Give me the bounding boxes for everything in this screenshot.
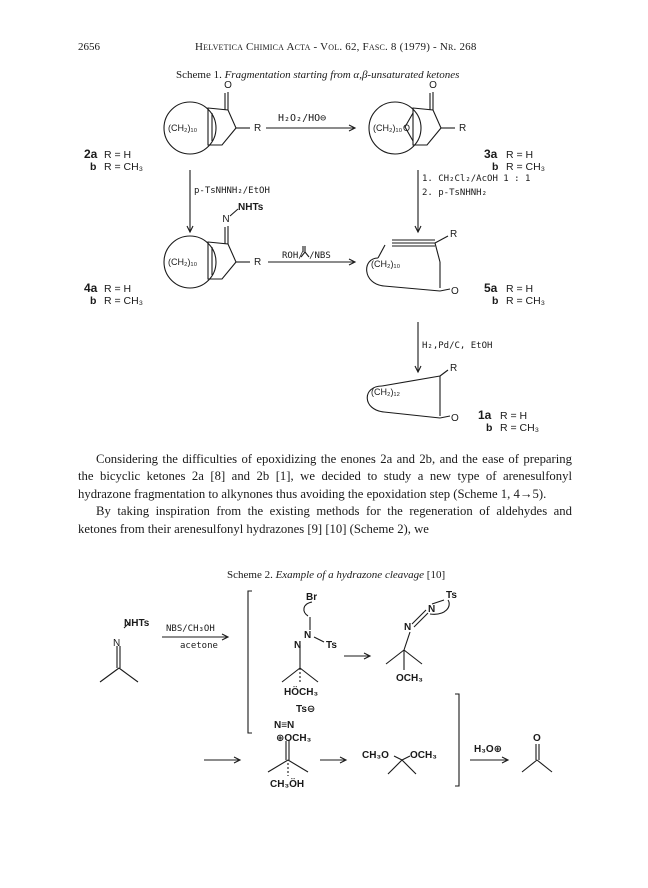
reagent-epoxide-cleave-1: 1. CH₂Cl₂/AcOH 1 : 1: [422, 174, 531, 184]
s2-reagent-acetone: acetone: [180, 641, 218, 651]
compound1-ring-label: (CH₂)₁₂: [371, 387, 401, 397]
label-5a: 5a: [484, 281, 498, 295]
compound4-n-label: N: [222, 214, 230, 225]
label-5a-r: R = H: [506, 283, 534, 295]
label-4b-r: R = CH₃: [104, 295, 143, 307]
s2-int2-ts: Ts: [446, 590, 457, 601]
scheme2-caption-prefix: Scheme 2.: [227, 569, 273, 581]
s2-bracket-left: [248, 591, 252, 733]
s2-dinitrogen: N≡N: [274, 720, 295, 731]
s2-int1-ts: Ts: [326, 640, 337, 651]
paragraph-2: By taking inspiration from the existing methods for the regeneration of aldehydes and ketones from their arenesulfonyl hydrazones [9] [10] (Scheme 2), we: [78, 504, 572, 536]
compound5-r-label: R: [450, 229, 458, 240]
label-4a-r: R = H: [104, 283, 132, 295]
label-2b-r: R = CH₃: [104, 161, 143, 173]
reagent-roh-nbs: ROH/ /NBS: [282, 251, 331, 261]
reagent-hydrogenation: H₂,Pd/C, EtOH: [422, 341, 493, 351]
s2-bracket-right: [455, 694, 459, 786]
s2-int2-n: N: [404, 622, 412, 633]
s2-reagent-nbs: NBS/CH₃OH: [166, 624, 215, 634]
compound5-ring-label: (CH₂)₁₀: [371, 259, 401, 269]
compound3-o-label: O: [429, 80, 437, 91]
s2-nhts-label: NHTs: [124, 618, 150, 629]
label-2b: b: [90, 161, 97, 173]
compound4-r-label: R: [254, 257, 262, 268]
label-1a: 1a: [478, 408, 492, 422]
scheme2-caption-ref: [10]: [426, 569, 446, 581]
compound2-ring-label: (CH₂)₁₀: [168, 123, 198, 133]
s2-h3o-label: H₃O⊕: [474, 744, 503, 755]
s2-int1-n-top: N: [304, 630, 312, 641]
s2-methanol: CH₃ÖH: [270, 779, 305, 790]
s2-int2-n-top: N: [428, 604, 436, 615]
page-number: 2656: [78, 41, 100, 53]
reagent-epoxide-cleave-2: 2. p-TsNHNH₂: [422, 188, 488, 198]
label-4b: b: [90, 295, 97, 307]
compound3-r-label: R: [459, 123, 467, 134]
s2-n-label: N: [113, 638, 121, 649]
s2-br-label: Br: [306, 592, 318, 603]
s2-ts-anion: Ts⊖: [296, 704, 316, 715]
s2-int2-och3: OCH₃: [396, 673, 423, 684]
body-text: [78, 451, 572, 538]
label-3a-r: R = H: [506, 149, 534, 161]
s2-acetone-o: O: [533, 733, 541, 744]
compound3-ring-label: (CH₂)₁₀: [373, 123, 403, 133]
reagent-h2o2: H₂O₂/HO⊖: [278, 113, 327, 124]
compound3-epoxide-o: O: [403, 123, 411, 133]
label-5b: b: [492, 295, 499, 307]
compound1-r-label: R: [450, 363, 458, 374]
label-3b: b: [492, 161, 499, 173]
label-3b-r: R = CH₃: [506, 161, 545, 173]
compound2-o-label: O: [224, 80, 232, 91]
scheme2-figure: [100, 591, 552, 786]
compound2-r-label: R: [254, 123, 262, 134]
label-2a-r: R = H: [104, 149, 132, 161]
compound1-o-label: O: [451, 413, 459, 424]
s2-ketal-right: OCH₃: [410, 750, 437, 761]
paragraph-1: Considering the difficulties of epoxidizing the enones 2a and 2b, and the ease of preparing the bicyclic ketones 2a [8] and 2b [1], we decided to study a new type of arenesulfonyl hydrazone fragmentation to alkynones thus avoiding the epoxidation step (Scheme 1, 4→5).: [78, 452, 572, 501]
label-1a-r: R = H: [500, 410, 528, 422]
scheme1-caption-text: Fragmentation starting from α,β-unsaturated ketones: [224, 69, 460, 81]
label-2a: 2a: [84, 147, 98, 161]
label-4a: 4a: [84, 281, 98, 295]
label-1b-r: R = CH₃: [500, 422, 539, 434]
label-3a: 3a: [484, 147, 498, 161]
label-5b-r: R = CH₃: [506, 295, 545, 307]
s2-ketal-left: CH₃O: [362, 750, 389, 761]
scheme2-caption: [227, 569, 445, 581]
compound4-ring-label: (CH₂)₁₀: [168, 257, 198, 267]
s2-int1-n: N: [294, 640, 302, 651]
compound4-nhts-label: NHTs: [238, 202, 264, 213]
label-1b: b: [486, 422, 493, 434]
compound5-o-label: O: [451, 286, 459, 297]
s2-int1-hoch3: HÖCH₃: [284, 687, 319, 698]
s2-oxocarbenium: ⊕OCH₃: [276, 733, 312, 744]
scheme1-caption-prefix: Scheme 1.: [176, 69, 222, 81]
scheme2-caption-text: Example of a hydrazone cleavage: [275, 569, 425, 581]
running-header: Helvetica Chimica Acta - Vol. 62, Fasc. 8 (1979) - Nr. 268: [195, 41, 477, 53]
reagent-tsnhnh2: p-TsNHNH₂/EtOH: [194, 186, 270, 196]
